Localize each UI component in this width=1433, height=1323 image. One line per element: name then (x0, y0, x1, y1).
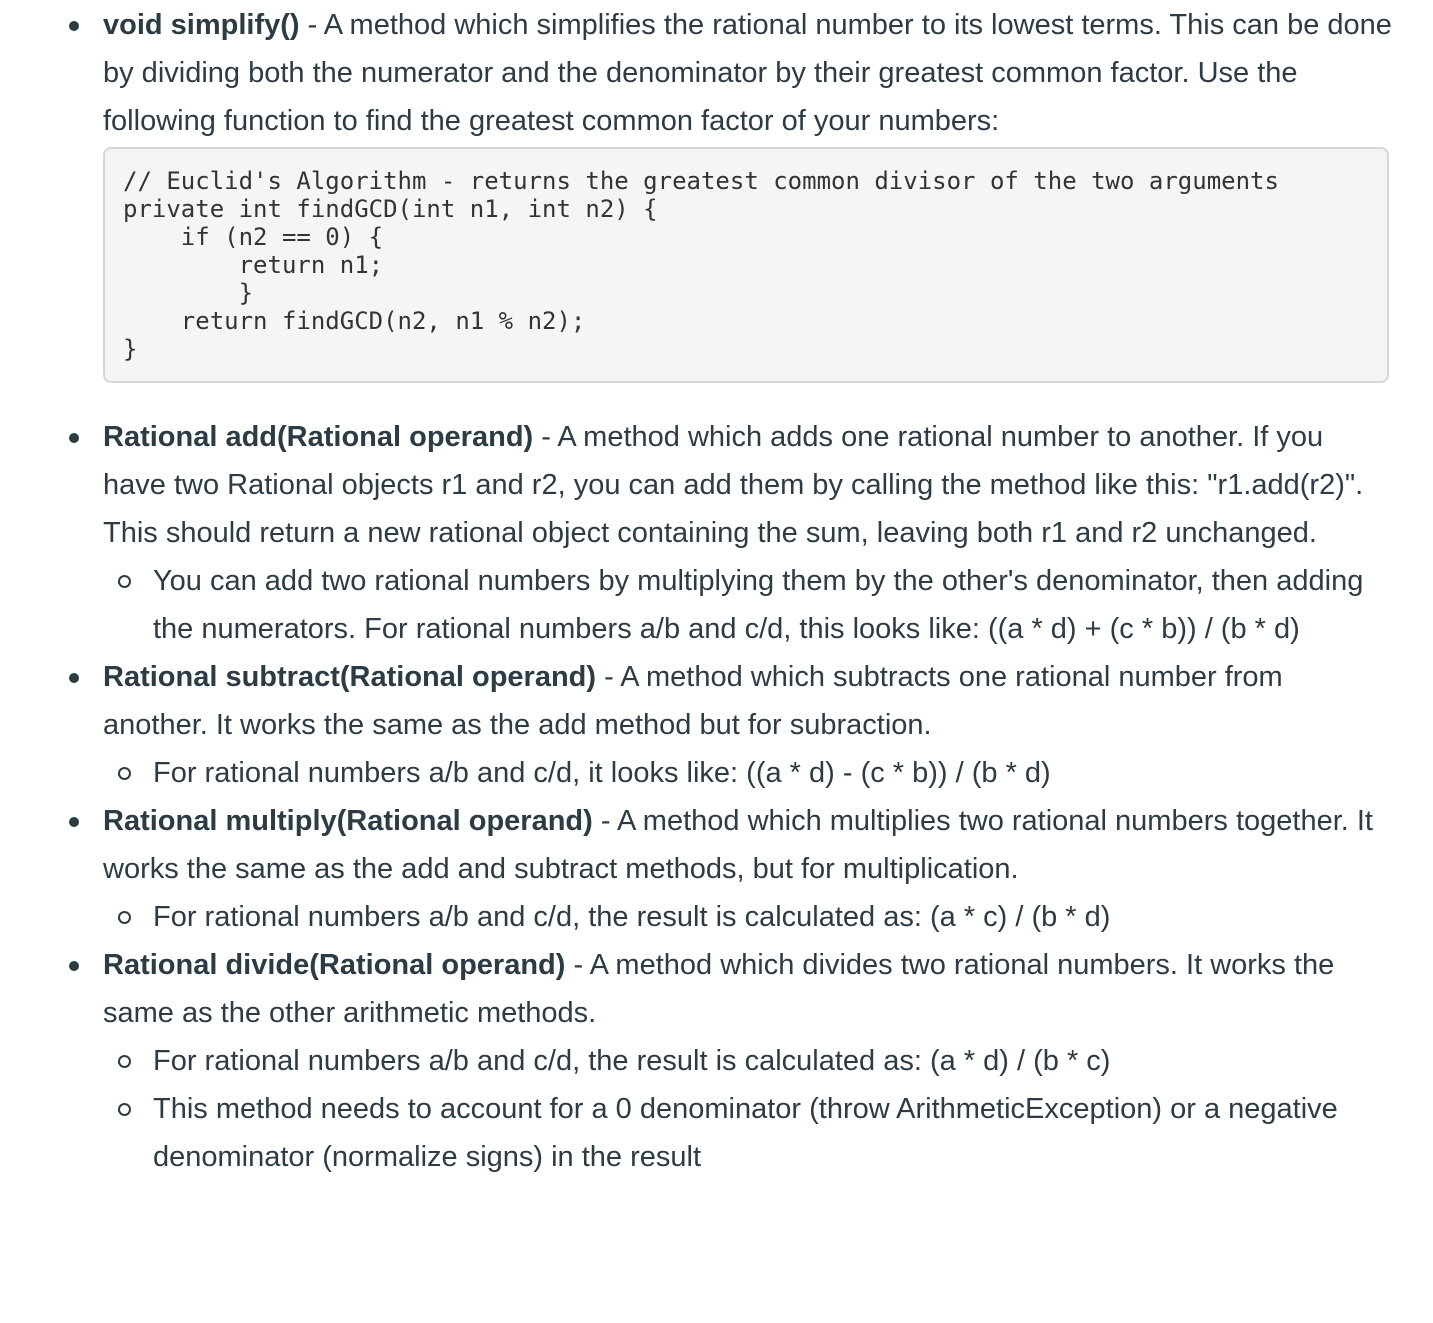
list-item-add (103, 413, 1393, 653)
code-line: } (123, 335, 138, 363)
sub-list-item: This method needs to account for a 0 denominator (throw ArithmeticException) or a negative denominator (normalize signs) in the result (153, 1085, 1393, 1181)
sub-list (103, 557, 1393, 653)
method-name: Rational subtract(Rational operand) (103, 661, 597, 693)
code-line: if (n2 == 0) { (123, 223, 384, 251)
code-line: // Euclid's Algorithm - returns the greatest common divisor of the two arguments (123, 167, 1279, 195)
sub-list (103, 749, 1393, 797)
code-line: return findGCD(n2, n1 % n2); (123, 307, 586, 335)
method-list (0, 1, 1393, 1181)
method-description: - A method which adds one rational number to another. If you have two Rational objects r1 and r2, you can add them by calling the method like this: "r1.add(r2)". This should return a new rational object containing the sum, leaving both r1 and r2 unchanged. (103, 421, 1364, 549)
code-block (103, 147, 1389, 383)
sub-list-item: For rational numbers a/b and c/d, the result is calculated as: (a * d) / (b * c) (153, 1037, 1393, 1085)
sub-list (103, 893, 1393, 941)
method-name: Rational divide(Rational operand) (103, 949, 566, 981)
method-name: void simplify() (103, 9, 300, 41)
method-description: - A method which divides two rational numbers. It works the same as the other arithmetic methods. (103, 949, 1335, 1029)
sub-list-item: For rational numbers a/b and c/d, the result is calculated as: (a * c) / (b * d) (153, 893, 1393, 941)
list-item-subtract (103, 653, 1393, 797)
code-line: private int findGCD(int n1, int n2) { (123, 195, 658, 223)
code-line: return n1; (123, 251, 384, 279)
method-description: - A method which subtracts one rational number from another. It works the same as the add method but for subraction. (103, 661, 1283, 741)
sub-list (103, 1037, 1393, 1181)
sub-list-item: You can add two rational numbers by multiplying them by the other's denominator, then adding the numerators. For rational numbers a/b and c/d, this looks like: ((a * d) + (c * b)) / (b * d) (153, 557, 1393, 653)
list-item-multiply (103, 797, 1393, 941)
code-line: } (123, 279, 254, 307)
method-description: - A method which multiplies two rational numbers together. It works the same as the add and subtract methods, but for multiplication. (103, 805, 1373, 885)
method-description: - A method which simplifies the rational number to its lowest terms. This can be done by dividing both the numerator and the denominator by their greatest common factor. Use the following function to find the greatest common factor of your numbers: (103, 9, 1392, 137)
list-item-simplify (103, 1, 1393, 383)
method-name: Rational multiply(Rational operand) (103, 805, 593, 837)
method-name: Rational add(Rational operand) (103, 421, 534, 453)
sub-list-item: For rational numbers a/b and c/d, it looks like: ((a * d) - (c * b)) / (b * d) (153, 749, 1393, 797)
list-item-divide (103, 941, 1393, 1181)
